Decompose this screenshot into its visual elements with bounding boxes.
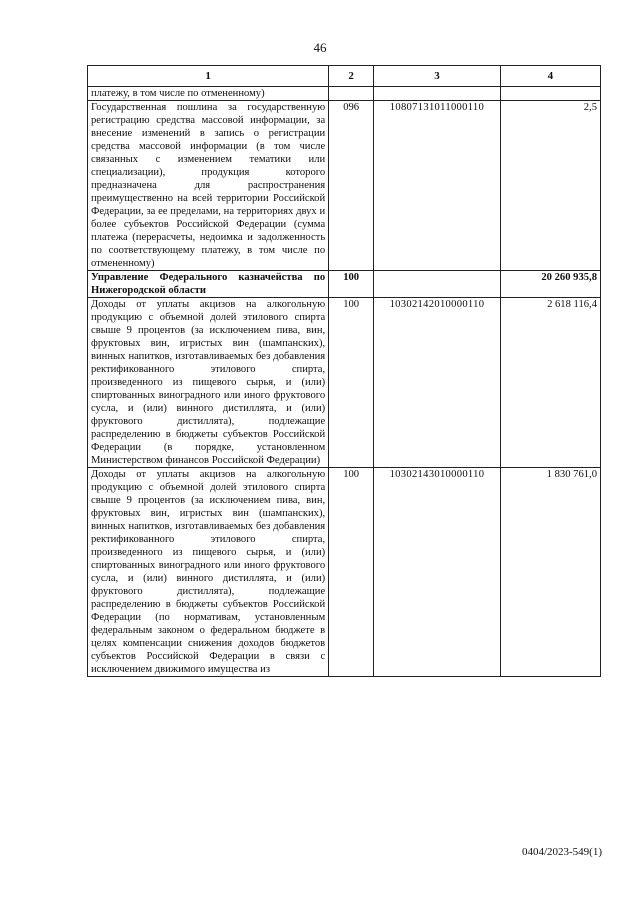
row-administrator-code: 100 (329, 271, 374, 298)
table-row (88, 101, 601, 271)
row-amount (500, 87, 600, 101)
row-budget-code: 10302142010000110 (374, 298, 501, 468)
row-budget-code: 10807131011000110 (374, 101, 501, 271)
row-description: Доходы от уплаты акцизов на алкогольную продукцию с объемной долей этилового спирта свыше 9 процентов (за исключением пива, вин, фруктовых вин, игристых вин (шампанских), винных напитков, изготавливаемых без добавления ректификованного этилового спирта, произведенного из пищевого сырья, и (или) спиртованных виноградного или иного фруктового сусла, и (или) винного дистиллята, и (или) фруктового дистиллята), подлежащие распределению в бюджеты субъектов Российской Федерации (в порядке, установленном Министерством финансов Российской Федерации) (88, 298, 329, 468)
header-col-3: 3 (374, 66, 501, 87)
row-amount: 1 830 761,0 (500, 468, 600, 677)
row-budget-code (374, 271, 501, 298)
row-administrator-code: 096 (329, 101, 374, 271)
row-description: Государственная пошлина за государственную регистрацию средства массовой информации, за внесение изменений в запись о регистрации средства массовой информации (в том числе связанных с изменением тематики или специализации), продукция которого предназначена для распространения преимущественно на всей территории Российской Федерации, за ее пределами, на территориях двух и более субъектов Российской Федерации (сумма платежа (перерасчеты, недоимка и задолженность по соответствующему платежу, в том числе по отмененному) (88, 101, 329, 271)
header-col-1: 1 (88, 66, 329, 87)
row-amount: 20 260 935,8 (500, 271, 600, 298)
header-col-2: 2 (329, 66, 374, 87)
table-row (88, 298, 601, 468)
document-registration-code: 0404/2023-549(1) (521, 846, 602, 858)
row-amount: 2,5 (500, 101, 600, 271)
table-row-administrator (88, 271, 601, 298)
row-budget-code (374, 87, 501, 101)
table-row (88, 87, 601, 101)
header-col-4: 4 (500, 66, 600, 87)
table-header-row (88, 66, 601, 87)
row-description: Доходы от уплаты акцизов на алкогольную продукцию с объемной долей этилового спирта свыше 9 процентов (за исключением пива, вин, фруктовых вин, игристых вин (шампанских), винных напитков, изготавливаемых без добавления ректификованного этилового спирта, произведенного из пищевого сырья, и (или) спиртованных виноградного или иного фруктового сусла, и (или) винного дистиллята, и (или) фруктового дистиллята), подлежащие распределению в бюджеты субъектов Российской Федерации (по нормативам, установленным федеральным законом о федеральном бюджете в целях компенсации снижения доходов бюджетов субъектов Российской Федерации в связи с исключением движимого имущества из (88, 468, 329, 677)
row-description: Управление Федерального казначейства по Нижегородской области (88, 271, 329, 298)
row-administrator-code: 100 (329, 298, 374, 468)
row-administrator-code: 100 (329, 468, 374, 677)
row-administrator-code (329, 87, 374, 101)
page-number: 46 (313, 40, 327, 55)
row-budget-code: 10302143010000110 (374, 468, 501, 677)
row-amount: 2 618 116,4 (500, 298, 600, 468)
row-description: платежу, в том числе по отмененному) (88, 87, 329, 101)
table-row (88, 468, 601, 677)
revenue-table (87, 65, 601, 677)
